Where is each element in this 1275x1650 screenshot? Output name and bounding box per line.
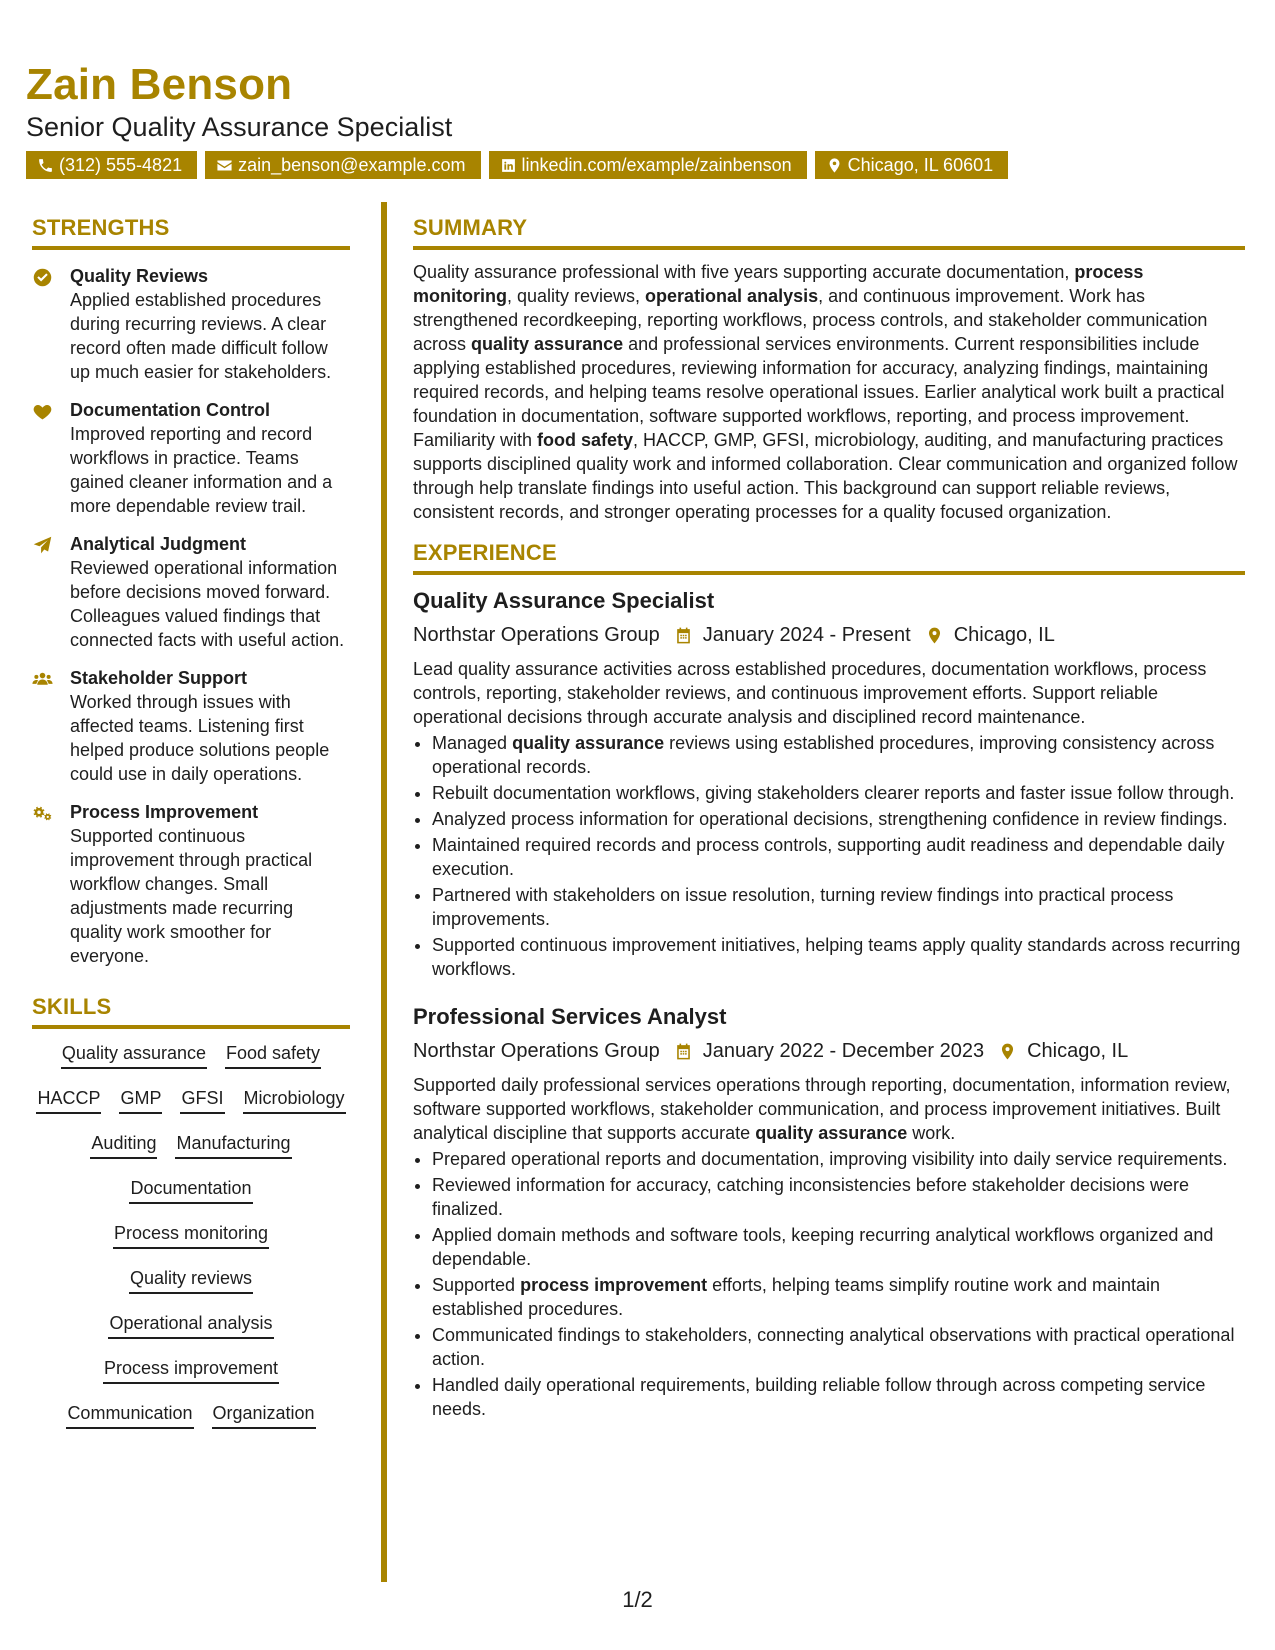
skill-tag: HACCP [36, 1086, 101, 1114]
strengths-list [32, 264, 350, 968]
heart-icon [32, 401, 53, 422]
strength-description: Supported continuous improvement through practical workflow changes. Small adjustments made recurring quality work smoother for everyone. [70, 826, 313, 966]
strength-title: Documentation Control [70, 400, 270, 420]
check-circle-icon [32, 267, 53, 288]
experience-section [413, 540, 1245, 1421]
skills-row [90, 1131, 291, 1176]
calendar-icon [674, 1042, 693, 1061]
job-location: Chicago, IL [1027, 1039, 1129, 1062]
contact-location [815, 151, 1008, 179]
phone-icon [37, 157, 54, 174]
job-bullet: • Analyzed process information for operational decisions, strengthening confidence in review findings. [432, 807, 1245, 831]
summary-text: Quality assurance professional with five years supporting accurate documentation, process monitoring, quality reviews, operational analysis, and continuous improvement. Work has strengthened recordkeeping, reporting workflows, process controls, and stakeholder communication across quality assurance and professional services environments. Current responsibilities include applying established procedures, reviewing information for accuracy, analyzing findings, maintaining required records, and helping teams resolve operational issues. Earlier analytical work built a practical foundation in documentation, software supported workflows, reporting, and process improvement. Familiarity with food safety, HACCP, GMP, GFSI, microbiology, auditing, and manufacturing practices supports disciplined quality work and informed collaboration. Clear communication and organized follow through help translate findings into useful action. This background can support reliable reviews, consistent records, and stronger operating processes for a quality focused organization. [413, 262, 1238, 522]
job-title: Professional Services Analyst [413, 1004, 727, 1029]
emphasis-text: quality assurance [512, 733, 665, 753]
skills-row [61, 1041, 321, 1086]
job-bullet: • Managed quality assurance reviews using established procedures, improving consistency across operational records. [432, 731, 1245, 779]
contact-linkedin[interactable] [489, 151, 807, 179]
strength-title: Quality Reviews [70, 266, 209, 286]
strengths-section [32, 215, 350, 968]
skills-section [32, 994, 350, 1446]
skills-row [108, 1311, 273, 1356]
emphasis-text: quality assurance [471, 334, 624, 354]
strength-item [32, 398, 350, 518]
job-meta [413, 621, 1245, 649]
job-bullet: • Reviewed information for accuracy, catching inconsistencies before stakeholder decisions were finalized. [432, 1173, 1245, 1221]
strength-description: Worked through issues with affected teams. Listening first helped produce solutions people could use in daily operations. [70, 692, 330, 784]
strength-item [32, 532, 350, 652]
paper-plane-icon [32, 535, 53, 556]
page-number: 1/2 [622, 1587, 653, 1612]
strength-description: Applied established procedures during recurring reviews. A clear record often made difficult follow up much easier for stakeholders. [70, 290, 332, 382]
job-description: Supported daily professional services operations through reporting, documentation, information review, software supported workflows, stakeholder communication, and process improvement initiatives. Built analytical discipline that supports accurate quality assurance work. [413, 1075, 1231, 1143]
users-icon [32, 669, 53, 690]
skill-tag: Process improvement [103, 1356, 279, 1384]
strength-title: Stakeholder Support [70, 668, 248, 688]
column-divider [381, 202, 387, 1582]
strengths-heading: STRENGTHS [32, 215, 350, 250]
gears-icon [32, 803, 53, 824]
linkedin-icon [500, 157, 517, 174]
strength-item [32, 666, 350, 786]
job-company: Northstar Operations Group [413, 1039, 660, 1062]
job-company: Northstar Operations Group [413, 623, 660, 646]
left-column [32, 215, 350, 1446]
skills-row [36, 1086, 345, 1131]
job-bullet: • Rebuilt documentation workflows, giving stakeholders clearer reports and faster issue follow through. [432, 781, 1245, 805]
strength-item [32, 800, 350, 968]
contact-phone-text: (312) 555-4821 [59, 155, 183, 175]
skill-tag: Communication [66, 1401, 193, 1429]
skill-tag: Process monitoring [113, 1221, 269, 1249]
job-dates: January 2022 - December 2023 [702, 1039, 985, 1062]
contact-linkedin-text[interactable]: linkedin.com/example/zainbenson [521, 155, 792, 175]
emphasis-text: food safety [537, 430, 634, 450]
job-entry [413, 587, 1245, 981]
skill-tag: Documentation [129, 1176, 252, 1204]
job-bullet: • Prepared operational reports and documentation, improving visibility into daily service requirements. [432, 1147, 1245, 1171]
skills-row [66, 1401, 315, 1446]
job-bullet: • Partnered with stakeholders on issue resolution, turning review findings into practical process improvements. [432, 883, 1245, 931]
envelope-icon [216, 157, 233, 174]
skills-row [103, 1356, 279, 1401]
job-bullet: • Supported continuous improvement initiatives, helping teams apply quality standards across recurring workflows. [432, 933, 1245, 981]
location-pin-icon [925, 626, 944, 645]
skills-row [113, 1221, 269, 1266]
strength-title: Process Improvement [70, 802, 259, 822]
skills-row [129, 1176, 252, 1221]
skills-row [129, 1266, 253, 1311]
skill-tag: Microbiology [243, 1086, 346, 1114]
job-location: Chicago, IL [953, 623, 1055, 646]
emphasis-text: process improvement [520, 1275, 708, 1295]
job-entry [413, 1003, 1245, 1421]
job-bullet: • Applied domain methods and software tools, keeping recurring analytical workflows organized and dependable. [432, 1223, 1245, 1271]
right-column [413, 215, 1245, 1423]
experience-heading: EXPERIENCE [413, 540, 1245, 575]
contact-email[interactable] [205, 151, 480, 179]
skills-heading: SKILLS [32, 994, 350, 1029]
skill-tag: Food safety [225, 1041, 321, 1069]
strength-description: Reviewed operational information before decisions moved forward. Colleagues valued findings that connected facts with useful action. [70, 558, 345, 650]
job-description: Lead quality assurance activities across established procedures, documentation workflows, process controls, reporting, stakeholder reviews, and continuous improvement efforts. Support reliable operational decisions through accurate analysis and disciplined record maintenance. [413, 659, 1207, 727]
candidate-title: Senior Quality Assurance Specialist [26, 112, 453, 142]
location-pin-icon [998, 1042, 1017, 1061]
emphasis-text: operational analysis [645, 286, 819, 306]
strength-item [32, 264, 350, 384]
strength-description: Improved reporting and record workflows in practice. Teams gained cleaner information and a more dependable review trail. [70, 424, 333, 516]
skill-tag: GMP [119, 1086, 162, 1114]
job-bullet: • Handled daily operational requirements, building reliable follow through across competing service needs. [432, 1373, 1245, 1421]
skill-tag: Quality reviews [129, 1266, 253, 1294]
job-bullet: • Maintained required records and process controls, supporting audit readiness and dependable daily execution. [432, 833, 1245, 881]
calendar-icon [674, 626, 693, 645]
skill-tag: Manufacturing [175, 1131, 291, 1159]
skill-tag: Auditing [90, 1131, 157, 1159]
job-title: Quality Assurance Specialist [413, 588, 715, 613]
job-bullets [413, 1147, 1245, 1421]
job-bullets [413, 731, 1245, 981]
job-meta [413, 1037, 1245, 1065]
contact-phone [26, 151, 197, 179]
contact-location-text: Chicago, IL 60601 [847, 155, 994, 175]
summary-heading: SUMMARY [413, 215, 1245, 250]
skill-tag: Organization [212, 1401, 316, 1429]
strength-title: Analytical Judgment [70, 534, 247, 554]
emphasis-text: quality assurance [755, 1123, 908, 1143]
contact-email-text[interactable]: zain_benson@example.com [238, 155, 466, 175]
job-bullet: • Supported process improvement efforts, helping teams simplify routine work and maintain established procedures. [432, 1273, 1245, 1321]
candidate-name: Zain Benson [26, 60, 293, 109]
emphasis-text: process monitoring [413, 262, 1144, 306]
skill-tag: Quality assurance [61, 1041, 207, 1069]
skill-tag: Operational analysis [108, 1311, 273, 1339]
summary-section [413, 215, 1245, 524]
skills-list [32, 1041, 350, 1446]
contact-bar [26, 151, 1008, 179]
skill-tag: GFSI [180, 1086, 224, 1114]
job-dates: January 2024 - Present [702, 623, 911, 646]
job-bullet: • Communicated findings to stakeholders, connecting analytical observations with practical operational action. [432, 1323, 1245, 1371]
location-pin-icon [826, 157, 843, 174]
